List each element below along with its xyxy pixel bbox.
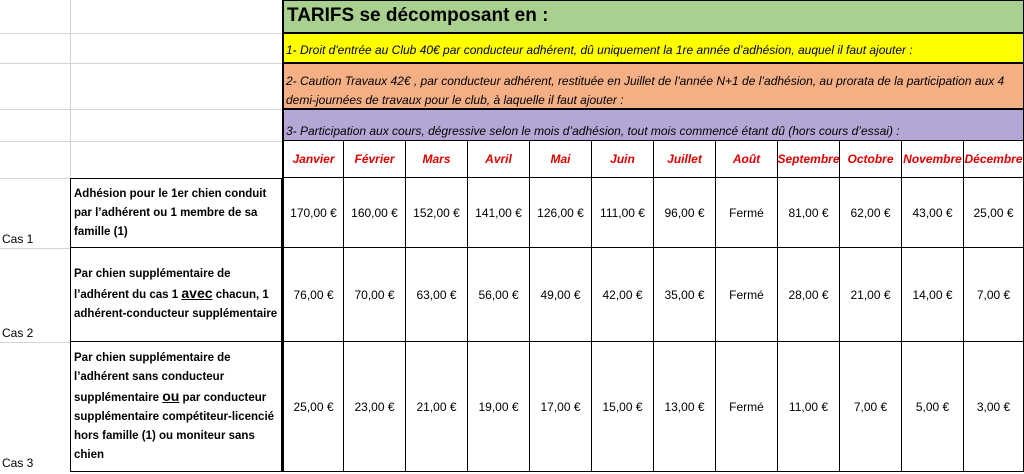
month-header[interactable]: Avril [468, 141, 530, 178]
price-cell[interactable]: 23,00 € [344, 342, 406, 472]
price-cell[interactable]: 63,00 € [406, 248, 468, 342]
month-header[interactable]: Août [716, 141, 778, 178]
emphasis-word: avec [181, 285, 213, 301]
row-description-text [74, 349, 281, 465]
month-header[interactable]: Novembre [902, 141, 964, 178]
month-header[interactable]: Juin [592, 141, 654, 178]
price-cell[interactable]: 17,00 € [530, 342, 592, 472]
description-fragment: Par chien supplémentaire de l’adhérent sans conducteur supplémentaire [74, 351, 231, 404]
price-cell[interactable]: 21,00 € [840, 248, 902, 342]
row-description-text [74, 265, 281, 324]
month-header[interactable]: Octobre [840, 141, 902, 178]
price-cell[interactable]: Fermé [716, 178, 778, 248]
description-fragment: par conducteur supplémentaire compétiteur-licencié hors famille (1) ou moniteur sans chien [74, 391, 275, 461]
price-cell[interactable]: 21,00 € [406, 342, 468, 472]
month-header[interactable]: Septembre [778, 141, 840, 178]
gridline [0, 33, 282, 34]
price-cell[interactable]: 76,00 € [282, 248, 344, 342]
price-cell[interactable]: Fermé [716, 248, 778, 342]
note-deposit-text: 2- Caution Travaux 42€ , par conducteur adhérent, restituée en Juillet de l'année N+1 de l’adhésion, au prorata de la participation aux 4 demi-journées de travaux pour le club, à laquelle il faut ajouter : [286, 74, 1005, 107]
price-cell[interactable]: 35,00 € [654, 248, 716, 342]
description-fragment: Adhésion pour le 1er chien conduit par l’adhérent ou 1 membre de sa famille (1) [74, 187, 267, 238]
price-cell[interactable]: 13,00 € [654, 342, 716, 472]
price-cell[interactable]: 152,00 € [406, 178, 468, 248]
price-cell[interactable]: 7,00 € [840, 342, 902, 472]
description-fragment: chacun, 1 adhérent-conducteur supplémentaire [74, 289, 278, 320]
price-cell[interactable]: 25,00 € [964, 178, 1024, 248]
gridline [0, 248, 70, 249]
gridline [0, 141, 282, 142]
price-cell[interactable]: 14,00 € [902, 248, 964, 342]
title-banner[interactable] [282, 0, 1024, 33]
price-cell[interactable]: 81,00 € [778, 178, 840, 248]
price-cell[interactable]: 70,00 € [344, 248, 406, 342]
price-cell[interactable]: 111,00 € [592, 178, 654, 248]
row-description[interactable] [70, 248, 282, 342]
price-cell[interactable]: 42,00 € [592, 248, 654, 342]
row-description[interactable] [70, 342, 282, 472]
price-cell[interactable]: 11,00 € [778, 342, 840, 472]
price-cell[interactable]: 126,00 € [530, 178, 592, 248]
price-cell[interactable]: Fermé [716, 342, 778, 472]
description-fragment: Par chien supplémentaire de l’adhérent du cas 1 [74, 268, 231, 301]
gridline [70, 0, 71, 178]
case-label: Cas 1 [2, 232, 34, 246]
price-cell[interactable]: 49,00 € [530, 248, 592, 342]
month-header[interactable]: Décembre [964, 141, 1024, 178]
note-entry-fee[interactable] [282, 33, 1024, 63]
note-entry-fee-text: 1- Droit d'entrée au Club 40€ par conducteur adhérent, dû uniquement la 1re année d’adhésion, auquel il faut ajouter : [286, 43, 913, 57]
row-description-text [74, 185, 281, 242]
note-participation[interactable] [282, 109, 1024, 141]
price-cell[interactable]: 15,00 € [592, 342, 654, 472]
price-cell[interactable]: 5,00 € [902, 342, 964, 472]
price-cell[interactable]: 56,00 € [468, 248, 530, 342]
price-cell[interactable]: 28,00 € [778, 248, 840, 342]
price-cell[interactable]: 25,00 € [282, 342, 344, 472]
price-cell[interactable]: 7,00 € [964, 248, 1024, 342]
price-cell[interactable]: 3,00 € [964, 342, 1024, 472]
case-label: Cas 2 [2, 326, 34, 340]
price-cell[interactable]: 160,00 € [344, 178, 406, 248]
gridline [0, 178, 70, 179]
price-cell[interactable]: 170,00 € [282, 178, 344, 248]
month-header[interactable]: Mai [530, 141, 592, 178]
note-deposit[interactable] [282, 63, 1024, 109]
row-description[interactable] [70, 178, 282, 248]
case-label: Cas 3 [2, 456, 34, 470]
month-header[interactable]: Janvier [282, 141, 344, 178]
price-cell[interactable]: 19,00 € [468, 342, 530, 472]
note-participation-text: 3- Participation aux cours, dégressive selon le mois d’adhésion, tout mois commencé étant dû (hors cours d’essai) : [286, 124, 900, 138]
gridline [0, 63, 282, 64]
gridline [0, 109, 282, 110]
month-header[interactable]: Mars [406, 141, 468, 178]
emphasis-word: ou [162, 387, 180, 404]
gridline [0, 342, 70, 343]
month-header[interactable]: Juillet [654, 141, 716, 178]
month-header[interactable]: Février [344, 141, 406, 178]
price-cell[interactable]: 96,00 € [654, 178, 716, 248]
page-title: TARIFS se décomposant en : [287, 5, 549, 26]
price-cell[interactable]: 43,00 € [902, 178, 964, 248]
price-cell[interactable]: 141,00 € [468, 178, 530, 248]
price-cell[interactable]: 62,00 € [840, 178, 902, 248]
